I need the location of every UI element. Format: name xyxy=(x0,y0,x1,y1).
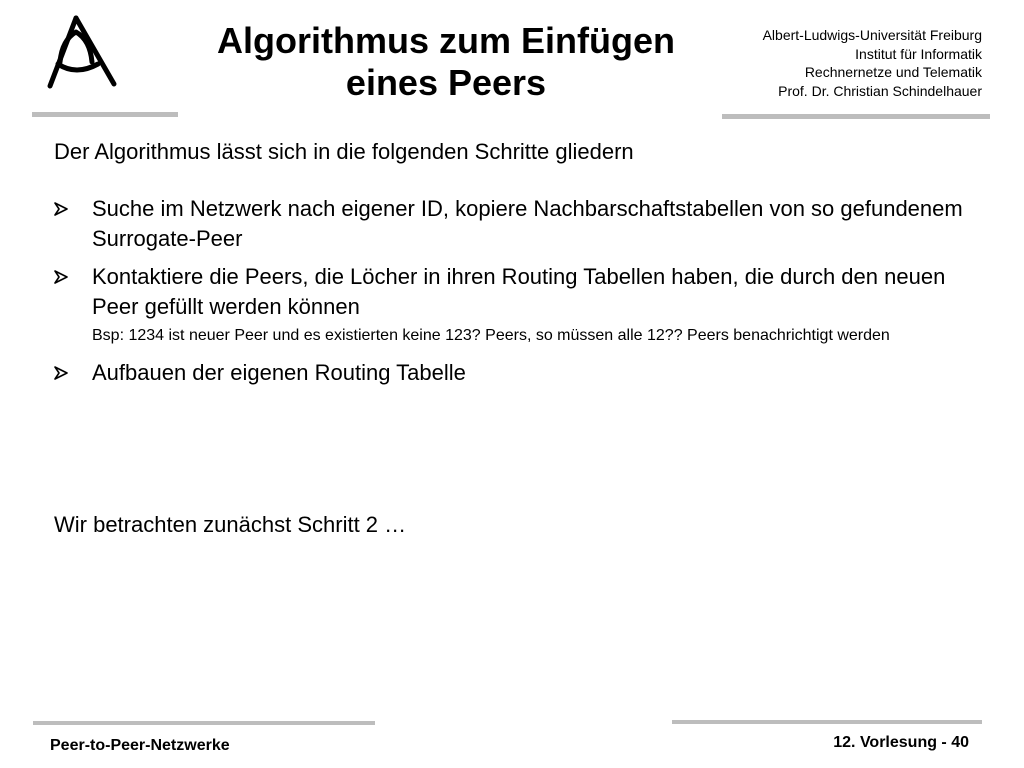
course-name: Peer-to-Peer-Netzwerke xyxy=(50,737,230,754)
bullet-item xyxy=(54,262,984,350)
slide-number: 12. Vorlesung - 40 xyxy=(833,734,969,751)
institution-line: Prof. Dr. Christian Schindelhauer xyxy=(778,82,982,99)
bullet-text: Aufbauen der eigenen Routing Tabelle xyxy=(92,360,466,385)
intro-text: Der Algorithmus lässt sich in die folgenden Schritte gliedern xyxy=(54,139,634,164)
footer-divider-left xyxy=(33,721,375,725)
header-divider xyxy=(722,114,990,119)
bullet-item xyxy=(54,358,984,388)
bullet-item xyxy=(54,194,984,254)
footer-divider-right xyxy=(672,720,982,724)
institution-line: Albert-Ludwigs-Universität Freiburg xyxy=(762,27,982,43)
bullet-example: Bsp: 1234 ist neuer Peer und es existierten keine 123? Peers, so müssen alle 12?? Peers benachrichtigt werden xyxy=(92,327,890,344)
bullet-text: Suche im Netzwerk nach eigener ID, kopiere Nachbarschaftstabellen von so gefundenem Surrogate-Peer xyxy=(92,196,963,251)
institution-line: Institut für Informatik xyxy=(855,45,982,62)
slide-title xyxy=(176,20,716,104)
bullet-text: Kontaktiere die Peers, die Löcher in ihren Routing Tabellen haben, die durch den neuen Peer gefüllt werden können xyxy=(92,264,946,319)
bullet-list xyxy=(54,194,984,388)
institution-block xyxy=(763,26,982,100)
institution-line: Rechnernetze und Telematik xyxy=(804,64,982,80)
logo-divider xyxy=(32,112,178,117)
arrowhead-bullet-icon xyxy=(54,202,68,216)
title-line-2: eines Peers xyxy=(345,62,547,103)
title-line-1: Algorithmus zum Einfügen xyxy=(217,20,675,61)
university-logo-icon xyxy=(28,10,138,102)
slide-body xyxy=(54,138,984,396)
closing-text: Wir betrachten zunächst Schritt 2 … xyxy=(54,512,407,537)
arrowhead-bullet-icon xyxy=(54,366,68,380)
arrowhead-bullet-icon xyxy=(54,270,68,284)
